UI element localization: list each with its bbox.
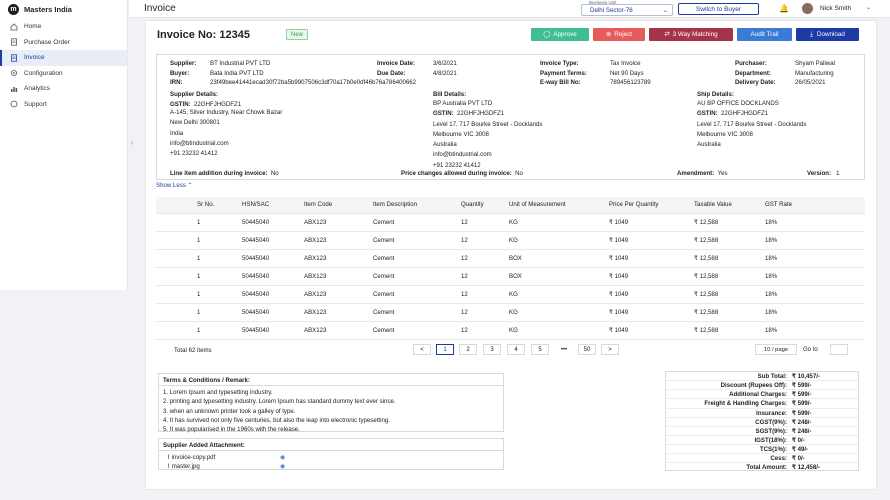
download-label: Download: [816, 31, 845, 38]
invoice-title: Invoice No: 12345: [157, 29, 250, 41]
table-row[interactable]: [156, 267, 865, 285]
table-cell: ABX123: [304, 285, 373, 303]
table-cell: ₹ 12,588: [694, 249, 765, 267]
table-cell: ABX123: [304, 213, 373, 231]
bill-address: BP Australia PVT LTD GSTIN: 22GHFJHGDFZ1 Level 17, 717 Bourke Street - Docklands Melbourne VIC 3008 Australia info@btindustrial.com +91 23232 41412: [433, 100, 543, 169]
bell-icon[interactable]: 🔔: [779, 4, 789, 13]
next-page-button[interactable]: >: [601, 344, 619, 355]
table-cell: 12: [461, 321, 509, 339]
sidebar-item-support[interactable]: [0, 97, 127, 113]
table-cell: Cement: [373, 267, 461, 285]
table-cell: 1: [197, 267, 242, 285]
table-cell: 1: [197, 249, 242, 267]
summary-row: IGST(18%): ₹ 0/-: [666, 436, 858, 445]
table-cell: ₹ 1049: [609, 267, 694, 285]
document-icon: [10, 38, 18, 46]
supplier-details-heading: Supplier Details:: [170, 91, 219, 98]
table-cell: Cement: [373, 231, 461, 249]
chevron-up-icon: ⌃: [187, 182, 193, 189]
table-cell: 50445040: [242, 267, 304, 285]
table-cell: ABX123: [304, 321, 373, 339]
summary-row: Insurance: ₹ 599/-: [666, 409, 858, 418]
buyer-kv: Buyer:: [170, 69, 190, 77]
table-cell: ₹ 1049: [609, 321, 694, 339]
invoice-type-value: Tax Invoice: [610, 60, 641, 67]
table-cell: ₹ 1049: [609, 249, 694, 267]
download-button[interactable]: [796, 28, 859, 41]
table-row[interactable]: [156, 285, 865, 303]
app-name: Masters India: [24, 4, 72, 14]
amount-summary: [665, 371, 859, 471]
table-cell: 12: [461, 303, 509, 321]
ewaybill-kv: E-way Bill No:: [540, 79, 581, 86]
payment-terms-kv: Payment Terms:: [540, 69, 587, 77]
app-logo[interactable]: [0, 0, 127, 18]
sidebar-item-label: Invoice: [24, 54, 45, 62]
table-cell: 12: [461, 213, 509, 231]
delivery-date-value: 26/05/2021: [795, 79, 826, 86]
table-cell: Cement: [373, 249, 461, 267]
payment-terms-value: Net 90 Days: [610, 69, 644, 77]
version: Version: 1: [807, 170, 840, 177]
department-kv: Department:: [735, 69, 771, 77]
department-value: Manufacturing: [795, 69, 834, 77]
page-title: Invoice: [144, 3, 176, 14]
sidebar-item-label: Support: [24, 100, 47, 108]
table-cell: ABX123: [304, 249, 373, 267]
table-cell: 18%: [765, 267, 865, 285]
column-header[interactable]: Taxable Value: [694, 197, 765, 213]
business-unit-value: Delhi Sector-76: [590, 6, 633, 14]
table-row[interactable]: [156, 213, 865, 231]
action-bar: [531, 28, 859, 41]
terms-line: 1. Lorem Ipsum and typesetting industry.: [163, 389, 273, 396]
due-date-kv: Due Date:: [377, 69, 406, 77]
summary-row: Additional Charges: ₹ 599/-: [666, 390, 858, 399]
link-icon: ⇄: [664, 31, 670, 38]
line-items-table: [156, 197, 865, 340]
approve-button[interactable]: [531, 28, 589, 41]
close-circle-icon: ⊗: [605, 31, 612, 38]
table-cell: ₹ 12,588: [694, 303, 765, 321]
sidebar-item-label: Analytics: [24, 85, 51, 93]
invoice-icon: [10, 54, 18, 62]
table-row[interactable]: [156, 303, 865, 321]
sidebar-item-purchase-order[interactable]: [0, 35, 127, 51]
table-cell: KG: [509, 321, 609, 339]
table-cell: Cement: [373, 213, 461, 231]
table-cell: ₹ 1049: [609, 231, 694, 249]
sidebar-item-label: Home: [24, 23, 42, 31]
table-cell: 50445040: [242, 213, 304, 231]
table-cell: 1: [197, 303, 242, 321]
summary-row: Sub Total: ₹ 10,457/-: [666, 372, 858, 381]
line-item-addition: Line item addition during invoice: No: [170, 170, 279, 177]
terms-line: 4. It has survived not only five centuries, but also the leap into electronic typesetting.: [163, 416, 390, 424]
table-cell: ABX123: [304, 231, 373, 249]
table-cell: Cement: [373, 321, 461, 339]
table-cell: ₹ 12,588: [694, 285, 765, 303]
table-cell: Cement: [373, 303, 461, 321]
ewaybill-value: 789456123789: [610, 79, 651, 86]
table-cell: BOX: [509, 267, 609, 285]
business-unit-selector[interactable]: [581, 1, 673, 16]
table-cell: KG: [509, 303, 609, 321]
business-unit-label: Business Unit: [589, 0, 617, 5]
matching-label: 3 Way Matching: [672, 31, 718, 38]
attachment-name[interactable]: invoice-copy.pdf: [171, 454, 216, 461]
summary-row-total: Total Amount: ₹ 12,458/-: [746, 464, 820, 472]
table-cell: 18%: [765, 213, 865, 231]
page-3-button[interactable]: 3: [483, 344, 501, 355]
column-header[interactable]: Item Description: [373, 197, 461, 213]
sidebar-item-invoice[interactable]: [0, 50, 127, 66]
column-header[interactable]: Item Code: [304, 197, 373, 213]
page-2-button[interactable]: 2: [459, 344, 477, 355]
paperclip-icon: ⌇: [167, 454, 170, 461]
table-header-row: [156, 197, 865, 213]
summary-row: CGST(9%): ₹ 248/-: [666, 418, 858, 427]
price-changes: Price changes allowed during invoice: No: [401, 170, 523, 177]
pagination: [146, 342, 878, 358]
table-cell: 50445040: [242, 303, 304, 321]
terms-line: 2. printing and typesetting industry. Lorem Ipsum has standard dummy text ever since.: [163, 398, 396, 406]
table-cell: Cement: [373, 285, 461, 303]
table-cell: 12: [461, 285, 509, 303]
eye-icon[interactable]: ◉: [280, 455, 286, 461]
goto-page-input[interactable]: [830, 344, 848, 355]
irn-value: 23f49bee41441ecad30f72ba5b9907506c3df70a17b0e0df46b76a786400662: [210, 79, 417, 86]
page-size-select[interactable]: 10 / page: [755, 344, 797, 355]
table-cell: ₹ 1049: [609, 285, 694, 303]
table-body: [156, 213, 865, 339]
invoice-card: [145, 20, 877, 490]
terms-line: 5. It was popularised in the 1960s with the release.: [163, 426, 300, 434]
table-cell: 50445040: [242, 249, 304, 267]
page-50-button[interactable]: 50: [578, 344, 596, 355]
purchaser-value: Shyam Paliwal: [795, 60, 835, 67]
table-cell: 1: [197, 285, 242, 303]
help-icon: [10, 100, 18, 108]
chevron-down-icon[interactable]: ⌄: [866, 5, 872, 11]
table-row[interactable]: [156, 249, 865, 267]
user-name[interactable]: Nick Smith: [820, 5, 852, 12]
attachment-name[interactable]: master.jpg: [171, 463, 200, 470]
table-cell: 1: [197, 213, 242, 231]
column-header[interactable]: Sr No.: [197, 197, 242, 213]
table-cell: ₹ 12,588: [694, 321, 765, 339]
invoice-details: [156, 54, 865, 180]
table-cell: ABX123: [304, 267, 373, 285]
supplier-value: BT Industrial PVT LTD: [210, 60, 271, 67]
attachments-panel: [158, 438, 504, 470]
column-header[interactable]: HSN/SAC: [242, 197, 304, 213]
table-cell: ₹ 12,588: [694, 267, 765, 285]
table-cell: 18%: [765, 321, 865, 339]
table-cell: 18%: [765, 231, 865, 249]
summary-row: Cess: ₹ 0/-: [666, 454, 858, 463]
table-cell: ₹ 12,588: [694, 213, 765, 231]
sidebar-item-home[interactable]: [0, 19, 127, 35]
ship-address: AU BP OFFICE DOCKLANDS GSTIN: 22GHFJHGDFZ1 Level 17, 717 Bourke Street - Docklands Melbourne VIC 3008 Australia: [697, 100, 807, 149]
table-cell: 12: [461, 267, 509, 285]
column-header[interactable]: GST Rate: [765, 197, 865, 213]
summary-row: Discount (Rupees Off): ₹ 599/-: [666, 381, 858, 390]
status-badge: New: [286, 29, 308, 40]
chevron-down-icon: ⌄: [662, 6, 668, 14]
sidebar-item-configuration[interactable]: [0, 66, 127, 82]
page-4-button[interactable]: 4: [507, 344, 525, 355]
attachment-item[interactable]: [159, 463, 503, 471]
avatar[interactable]: [802, 3, 813, 14]
summary-row: Freight & Handling Charges: ₹ 599/-: [666, 399, 858, 408]
invoice-date-value: 3/6/2021: [433, 60, 457, 67]
switch-to-buyer-button[interactable]: Switch to Buyer: [678, 3, 759, 15]
bill-details-heading: Bill Details:: [433, 91, 467, 98]
top-bar: [129, 0, 890, 18]
delivery-date-kv: Delivery Date:: [735, 79, 776, 86]
table-row[interactable]: [156, 321, 865, 339]
column-header[interactable]: Unit of Measurement: [509, 197, 609, 213]
attachment-item[interactable]: [159, 454, 503, 462]
ship-details-heading: Ship Details:: [697, 91, 734, 98]
table-cell: ₹ 1049: [609, 213, 694, 231]
table-cell: 50445040: [242, 285, 304, 303]
page-1-button[interactable]: 1: [436, 344, 454, 355]
column-header[interactable]: Price Per Quantity: [609, 197, 694, 213]
purchaser-kv: Purchaser:: [735, 60, 767, 67]
due-date-value: 4/8/2021: [433, 69, 457, 77]
amendment: Amendment: Yes: [677, 170, 728, 177]
sidebar-item-analytics[interactable]: [0, 81, 127, 97]
terms-heading: Terms & Conditions / Remark:: [159, 374, 503, 386]
attachments-heading: Supplier Added Attachment:: [159, 439, 503, 451]
table-cell: 12: [461, 249, 509, 267]
goto-label: Go to: [803, 347, 818, 353]
approve-label: Approve: [553, 31, 577, 38]
summary-row: TCS(1%): ₹ 49/-: [666, 445, 858, 454]
home-icon: [10, 23, 18, 31]
sidebar-item-label: Purchase Order: [24, 38, 70, 46]
supplier-gstin: GSTIN: 22GHFJHGDFZ1: [170, 101, 242, 108]
paperclip-icon: ⌇: [167, 463, 170, 470]
terms-line: 3. when an unknown printer took a galley of type.: [163, 407, 296, 415]
supplier-kv: Supplier:: [170, 60, 197, 67]
summary-row: SGST(9%): ₹ 248/-: [666, 427, 858, 436]
irn-kv: IRN:: [170, 79, 183, 86]
invoice-date-kv: Invoice Date:: [377, 60, 415, 67]
table-cell: 18%: [765, 303, 865, 321]
gear-icon: [10, 69, 18, 77]
show-less-link[interactable]: Show Less ⌃: [156, 182, 193, 189]
supplier-address: A-145, Silver Industry, Near Chowk Bazar New Delhi 300801 India info@btindustrial.com +91 23232 41412: [170, 109, 283, 158]
reject-label: Reject: [614, 31, 633, 38]
eye-icon[interactable]: ◉: [280, 464, 286, 470]
table-cell: 50445040: [242, 231, 304, 249]
table-cell: ₹ 12,588: [694, 231, 765, 249]
table-cell: 18%: [765, 249, 865, 267]
audit-trail-button[interactable]: Audit Trail: [737, 28, 792, 41]
table-cell: ₹ 1049: [609, 303, 694, 321]
table-row[interactable]: [156, 231, 865, 249]
total-items: Total 62 items: [174, 347, 212, 354]
table-cell: 1: [197, 231, 242, 249]
prev-page-button[interactable]: <: [413, 344, 431, 355]
page-5-button[interactable]: 5: [531, 344, 549, 355]
sidebar-nav: [0, 19, 127, 112]
pagination-ellipsis[interactable]: •••: [560, 346, 568, 353]
table-cell: 1: [197, 321, 242, 339]
invoice-type-kv: Invoice Type:: [540, 60, 579, 67]
chart-icon: [10, 85, 18, 93]
buyer-value: Bata India PVT LTD: [210, 69, 264, 77]
table-cell: KG: [509, 213, 609, 231]
table-cell: 18%: [765, 285, 865, 303]
column-header[interactable]: Quantity: [461, 197, 509, 213]
table-cell: ABX123: [304, 303, 373, 321]
check-circle-icon: ◯: [543, 31, 551, 38]
business-unit-select[interactable]: [581, 4, 673, 16]
table-cell: KG: [509, 285, 609, 303]
three-way-matching-button[interactable]: [649, 28, 733, 41]
reject-button[interactable]: [593, 28, 645, 41]
logo-icon: m: [8, 4, 19, 15]
download-icon: ⤓: [810, 30, 813, 38]
collapse-sidebar-chevron-icon[interactable]: ›: [130, 138, 134, 147]
terms-panel: [158, 373, 504, 432]
table-cell: BOX: [509, 249, 609, 267]
table-cell: KG: [509, 231, 609, 249]
sidebar: [0, 0, 128, 290]
table-cell: 12: [461, 231, 509, 249]
table-cell: 50445040: [242, 321, 304, 339]
sidebar-item-label: Configuration: [24, 69, 63, 77]
